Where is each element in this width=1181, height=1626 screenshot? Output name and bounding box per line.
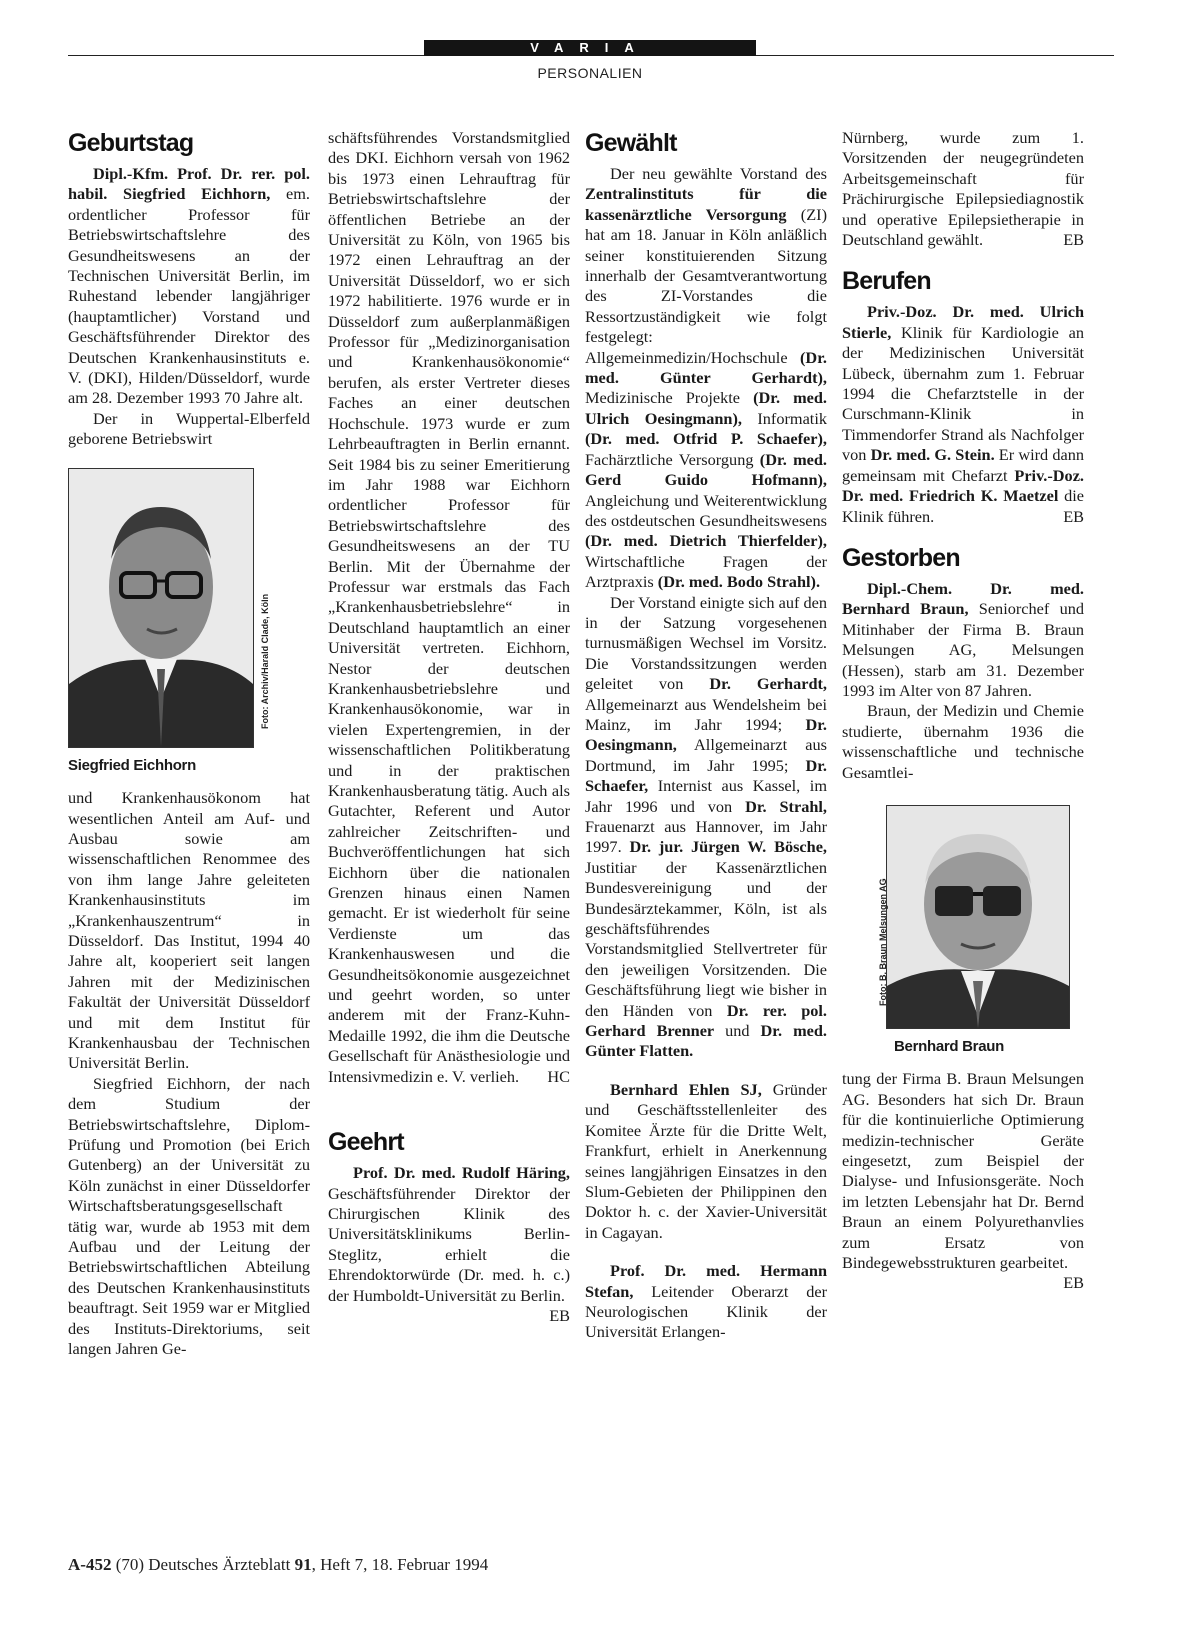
paragraph: schäftsführendes Vorstandsmitglied des DKI. Eichhorn versah von 1962 bis 1973 einen Lehrauftrag für Betriebswirtschaftslehre der öffentlichen Betriebe an der Universität zu Köln, von 1965 bis 1972 einen Lehrauftrag an der Universität Düsseldorf, wo er sich 1972 habilitierte. 1976 wurde er in Düsseldorf zum außerplanmäßigen Professor für „Medizinorganisation und Krankenhausökonomie“ berufen, als erster Vertreter dieses Faches an einer deutschen Hochschule. 1973 wurde er zum Lehrbeauftragten in Berlin ernannt. Seit 1984 bis zu seiner Emeritierung im Jahr 1988 war Eichhorn ordentlicher Professor für Betriebswirtschaftslehre des Gesundheitswesens an der TU Berlin. Mit der Übernahme der Professur war erstmals das Fach „Krankenhausbetriebslehre“ in Deutschland hauptamtlich an einer Universität vertreten. Eichhorn, Nestor der deutschen Krankenhausbetriebslehre und Krankenhausökonomie, war in vielen Expertengremien, in der wissenschaftlichen Politikberatung und in der praktischen Krankenhausberatung tätig. Auch als Gutachter, Referent und Autor zahlreicher Zeitschriften- und Buchveröffentlichungen hat sich Eichhorn über die nationalen Grenzen hinaus einen Namen gemacht. Er ist wiederholt für seine Verdienste um das Krankenhauswesen und die Gesundheitsökonomie ausgezeichnet und geehrt worden, so unter anderem mit der Franz-Kuhn-Medaille 1992, die ihm die Deutsche Gesellschaft für Anästhesiologie und Intensivmedizin e. V. verlieh. HC [328, 128, 570, 1086]
journal-citation: (70) Deutsches Ärzteblatt [115, 1555, 295, 1574]
subsection-label: PERSONALIEN [537, 65, 643, 81]
photo-credit: Foto: Archiv/Harald Clade, Köln [260, 593, 270, 729]
portrait-photo-eichhorn [68, 468, 270, 748]
paragraph: Bernhard Ehlen SJ, Gründer und Geschäftsstellenleiter des Komitee Ärzte für die Dritte Welt, Frankfurt, erhielt in Anerkennung seines langjährigen Einsatzes in den Slum-Gebieten der Philippinen den Doktor h. c. der Xavier-Universität in Cagayan. [585, 1079, 827, 1242]
paragraph: Prof. Dr. med. Hermann Stefan, Leitender Oberarzt der Neurologischen Klinik der Universität Erlangen- [585, 1261, 827, 1342]
author-sign: EB [1063, 230, 1084, 250]
page-number: A-452 [68, 1555, 112, 1574]
paragraph: Der in Wuppertal-Elberfeld geborene Betriebswirt [68, 408, 310, 449]
person-name: Dipl.-Kfm. Prof. Dr. rer. pol. habil. Siegfried Eichhorn, [68, 164, 310, 204]
author-sign: HC [547, 1066, 570, 1086]
person-name: Bernhard Ehlen SJ, [610, 1079, 762, 1099]
issue-date: , Heft 7, 18. Februar 1994 [311, 1555, 489, 1574]
paragraph: Dipl.-Kfm. Prof. Dr. rer. pol. habil. Siegfried Eichhorn, em. ordentlicher Professor für Betriebswirtschaftslehre des Gesundheitswesens an der Technischen Universität Berlin, im Ruhestand lebender langjähriger (hauptamtlicher) Vorstand und Geschäftsführender Direktor des Deutschen Krankenhausinstituts e. V. (DKI), Hilden/Düsseldorf, wurde am 28. Dezember 1993 70 Jahre alt. [68, 164, 311, 408]
portrait-photo-braun [878, 805, 1070, 1029]
author-sign: EB [1063, 506, 1084, 526]
section-banner: VARIA [424, 40, 756, 56]
person-name: Prof. Dr. med. Hermann Stefan, [585, 1261, 827, 1301]
photo-caption: Siegfried Eichhorn [68, 756, 196, 774]
paragraph: und Krankenhausökonom hat wesentlichen Anteil am Auf- und Ausbau sowie am wissenschaftlichen Renommee des von ihm lange Jahre geleiteten Krankenhausinstituts im „Krankenhauszentrum“ in Düsseldorf. Das Institut, 1994 40 Jahre alt, kooperiert seit langen Jahren mit der Medizinischen Fakultät der Universität Düsseldorf und mit dem Institut für Krankenhausbau der Technischen Universität Berlin. [68, 788, 310, 1073]
photo-credit: Foto: B. Braun Melsungen AG [878, 878, 888, 1006]
paragraph: Nürnberg, wurde zum 1. Vorsitzenden der neugegründeten Arbeitsgemeinschaft für Prächirurgische Epilepsiediagnostik und operative Epilepsietherapie in Deutschland gewählt. EB [842, 128, 1084, 250]
author-sign: EB [1063, 1273, 1084, 1293]
column-4 [842, 128, 1084, 1294]
paragraph: tung der Firma B. Braun Melsungen AG. Besonders hat sich Dr. Braun für die kontinuierliche Optimierung medizin-technischer Geräte eingesetzt, zum Beispiel der Dialyse- und Infusionsgeräte. Noch im letzten Lebensjahr hat Dr. Bernd Braun an einem Polyurethanvlies zum Ersatz von Bindegewebsstrukturen gearbeitet. EB [842, 1069, 1084, 1293]
column-1 [68, 128, 310, 1359]
page-footer [68, 1555, 488, 1575]
paragraph: Prof. Dr. med. Rudolf Häring, Geschäftsführender Direktor der Chirurgischen Klinik des Universitätsklinikums Berlin-Steglitz, erhielt die Ehrendoktorwürde (Dr. med. h. c.) der Humboldt-Universität zu Berlin. EB [328, 1163, 570, 1325]
photo-caption: Bernhard Braun [894, 1037, 1004, 1055]
paragraph: Der Vorstand einigte sich auf den in der Satzung vorgesehenen turnusmäßigen Wechsel im Vorsitz. Die Vorstandssitzungen werden geleitet von Dr. Gerhardt, Allgemeinarzt aus Wendelsheim bei Mainz, im Jahr 1994; Dr. Oesingmann, Allgemeinarzt aus Dortmund, im Jahr 1995; Dr. Schaefer, Internist aus Kassel, im Jahr 1996 und von Dr. Strahl, Frauenarzt aus Hannover, im Jahr 1997. Dr. jur. Jürgen W. Bösche, Justitiar der Kassenärztlichen Bundesvereinigung und der Bundesärztekammer, Köln, ist als geschäftsführendes Vorstandsmitglied Stellvertreter für den jeweiligen Vorsitzenden. Die Geschäftsführung liegt wie bisher in den Händen von Dr. rer. pol. Gerhard Brenner und Dr. med. Günter Flatten. [585, 592, 828, 1061]
person-name: Prof. Dr. med. Rudolf Häring, [353, 1163, 570, 1183]
author-sign: EB [549, 1305, 570, 1325]
column-3 [585, 128, 827, 1343]
heading-gestorben: Gestorben [842, 543, 960, 572]
portrait-image [887, 806, 1069, 1028]
paragraph: Dipl.-Chem. Dr. med. Bernhard Braun, Seniorchef und Mitinhaber der Firma B. Braun Melsungen AG, Melsungen (Hessen), starb am 31. Dezember 1993 im Alter von 87 Jahren. [842, 578, 1084, 700]
heading-geehrt: Geehrt [328, 1128, 404, 1157]
column-2 [328, 128, 570, 1326]
heading-geburtstag: Geburtstag [68, 129, 194, 157]
paragraph: Priv.-Doz. Dr. med. Ulrich Stierle, Klinik für Kardiologie an der Medizinischen Universität Lübeck, übernahm zum 1. Februar 1994 die Chefarztstelle in der Curschmann-Klinik in Timmendorfer Strand als Nachfolger von Dr. med. G. Stein. Er wird dann gemeinsam mit Chefarzt Priv.-Doz. Dr. med. Friedrich K. Maetzel die Klinik führen. EB [842, 302, 1084, 526]
person-name: Dipl.-Chem. Dr. med. Bernhard Braun, [842, 578, 1084, 619]
heading-gewaehlt: Gewählt [585, 129, 677, 157]
heading-berufen: Berufen [842, 267, 931, 296]
portrait-image [69, 469, 253, 747]
paragraph: Der neu gewählte Vorstand des Zentralinstituts für die kassenärztliche Versorgung (ZI) hat am 18. Januar in Köln anläßlich seiner konstituierenden Sitzung innerhalb der Gesamtverantwortung des ZI-Vorstandes die Ressortzuständigkeit wie folgt festgelegt: Allgemeinmedizin/Hochschule (Dr. med. Günter Gerhardt), Medizinische Projekte (Dr. med. Ulrich Oesingmann), Informatik (Dr. med. Otfrid P. Schaefer), Fachärztliche Versorgung (Dr. med. Gerd Guido Hofmann), Angleichung und Weiterentwicklung des ostdeutschen Gesundheitswesens (Dr. med. Dietrich Thierfelder), Wirtschaftliche Fragen der Arztpraxis (Dr. med. Bodo Strahl). [585, 164, 828, 592]
paragraph: Siegfried Eichhorn, der nach dem Studium der Betriebswirtschaftslehre, Diplom-Prüfung und Promotion (bei Erich Gutenberg) an der Universität zu Köln zunächst in einer Düsseldorfer Wirtschaftsberatungsgesellschaft tätig war, wurde ab 1953 mit dem Aufbau und der Leitung der Betriebswirtschaftlichen Abteilung des Deutschen Krankenhausinstituts beauftragt. Seit 1959 war er Mitglied des Instituts-Direktoriums, seit langen Jahren Ge- [68, 1073, 310, 1359]
volume-number: 91 [294, 1555, 312, 1574]
paragraph: Braun, der Medizin und Chemie studierte, übernahm 1936 die wissenschaftliche und technische Gesamtlei- [842, 701, 1084, 782]
